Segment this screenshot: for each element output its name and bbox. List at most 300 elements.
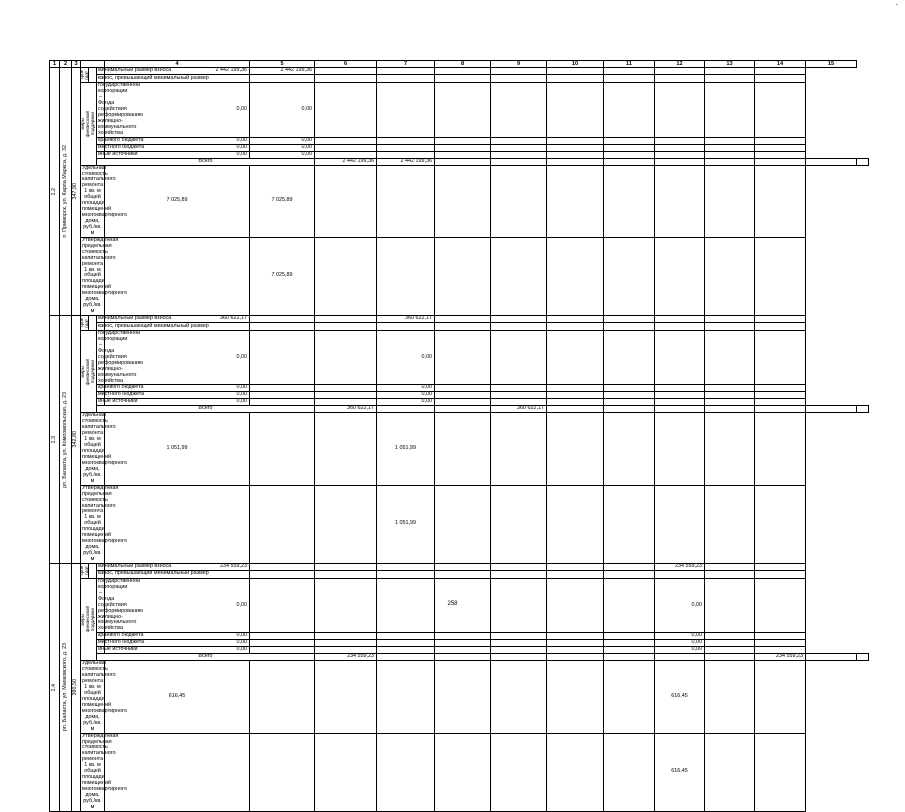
value-cell: 7 025,89	[250, 165, 315, 237]
value-cell	[755, 158, 806, 165]
table-row	[50, 485, 869, 563]
value-cell: 0,00	[105, 331, 250, 385]
value-cell	[250, 385, 315, 392]
empty-cell	[755, 75, 806, 83]
empty-cell	[755, 485, 806, 563]
empty-cell	[604, 570, 655, 578]
empty-cell	[315, 75, 377, 83]
support-label: поддержки	[89, 112, 95, 136]
row-label: взнос, превышающий минимальный размер	[98, 74, 209, 81]
row-label: Удельная стоимость капитального ремонта 1 кв. м общей площади помещений многоквартирного дома, руб./кв. м	[82, 660, 127, 732]
value-cell: 0,00	[105, 392, 250, 399]
value-cell	[377, 83, 435, 137]
empty-cell	[491, 75, 547, 83]
col-header: 10	[547, 61, 604, 68]
value-cell	[655, 385, 705, 392]
empty-cell	[315, 413, 377, 485]
empty-cell	[315, 83, 377, 137]
address: рп. Балахта, ул. Комсомольская, д. 23	[61, 391, 68, 488]
table-row	[50, 316, 869, 323]
value-cell	[377, 647, 435, 654]
empty-cell	[857, 654, 869, 661]
empty-cell	[705, 570, 755, 578]
empty-cell	[806, 158, 857, 165]
item-number: 1.2	[50, 187, 57, 196]
col-header: 14	[755, 61, 806, 68]
table-row	[50, 83, 869, 137]
col-header: 8	[435, 61, 491, 68]
row-label: иные источники	[98, 398, 138, 405]
table-row	[50, 640, 869, 647]
empty-cell	[491, 485, 547, 563]
empty-cell	[435, 144, 491, 151]
empty-cell	[604, 640, 655, 647]
empty-cell	[604, 406, 655, 413]
measures-label: меры	[80, 365, 86, 378]
value-cell	[655, 392, 705, 399]
value-cell	[655, 151, 705, 158]
empty-cell	[604, 654, 655, 661]
row-label: минимальный размер взноса	[98, 315, 172, 322]
empty-cell	[435, 654, 491, 661]
empty-cell	[755, 323, 806, 331]
value-cell: 616,45	[655, 661, 705, 733]
support-cell	[81, 331, 97, 413]
empty-cell	[435, 485, 491, 563]
row-label: государственной корпорации – Фонда содействия реформированию жилищно-коммунального хозяйства	[98, 330, 143, 384]
area-cell	[72, 68, 81, 316]
value-cell	[377, 640, 435, 647]
value-cell	[250, 563, 315, 570]
empty-cell	[604, 392, 655, 399]
empty-cell	[604, 151, 655, 158]
empty-cell	[547, 83, 604, 137]
value-cell: 0,00	[377, 385, 435, 392]
table-row	[50, 75, 869, 83]
empty-cell	[547, 413, 604, 485]
col-header: 5	[250, 61, 315, 68]
empty-cell	[547, 661, 604, 733]
empty-cell	[705, 413, 755, 485]
empty-cell	[250, 75, 315, 83]
empty-cell	[857, 158, 869, 165]
empty-cell	[547, 137, 604, 144]
empty-cell	[604, 331, 655, 385]
empty-cell	[435, 633, 491, 640]
empty-cell	[604, 633, 655, 640]
row-label: местного бюджета	[98, 391, 145, 398]
value-cell: 360 622,17	[105, 316, 250, 323]
value-cell: 0,00	[655, 647, 705, 654]
empty-cell	[547, 563, 604, 570]
row-label: Всего	[97, 406, 315, 413]
value-cell: 0,00	[105, 83, 250, 137]
term-cell	[78, 316, 89, 331]
measures-label: меры	[80, 118, 86, 130]
value-cell	[377, 144, 435, 151]
empty-cell	[315, 733, 377, 811]
col-header: 11	[604, 61, 655, 68]
table-row	[50, 399, 869, 406]
value-cell: 0,00	[655, 578, 705, 632]
value-cell: 0,00	[105, 151, 250, 158]
empty-cell	[547, 392, 604, 399]
value-cell: 0,00	[105, 144, 250, 151]
empty-cell	[547, 406, 604, 413]
value-cell	[655, 137, 705, 144]
empty-cell	[705, 75, 755, 83]
value-cell: 0,00	[377, 392, 435, 399]
empty-cell	[806, 406, 857, 413]
value-cell: 0,00	[250, 83, 315, 137]
empty-cell	[604, 75, 655, 83]
value-cell	[755, 406, 806, 413]
empty-cell	[491, 331, 547, 385]
value-cell	[377, 237, 435, 315]
empty-cell	[547, 647, 604, 654]
empty-cell	[604, 137, 655, 144]
empty-cell	[857, 406, 869, 413]
value-cell	[655, 165, 705, 237]
address-cell	[60, 68, 72, 316]
empty-cell	[435, 399, 491, 406]
empty-cell	[435, 165, 491, 237]
empty-cell	[705, 392, 755, 399]
empty-cell	[755, 165, 806, 237]
value-cell	[250, 399, 315, 406]
table-row	[50, 733, 869, 811]
value-cell	[377, 406, 435, 413]
empty-cell	[604, 563, 655, 570]
value-cell	[655, 68, 705, 75]
value-cell: 0,00	[250, 151, 315, 158]
empty-cell	[604, 385, 655, 392]
col-header: 4	[105, 61, 250, 68]
col-header: 15	[806, 61, 857, 68]
term-label: срок	[78, 70, 84, 80]
value-cell: 1 051,99	[377, 413, 435, 485]
support-cell	[81, 83, 97, 165]
table-row	[50, 151, 869, 158]
row-label: иные источники	[98, 150, 138, 157]
col-header: 12	[655, 61, 705, 68]
value-cell: 0,00	[655, 640, 705, 647]
empty-cell	[435, 563, 491, 570]
empty-cell	[604, 237, 655, 315]
col-header: 1	[50, 61, 60, 68]
table-row	[50, 392, 869, 399]
value-cell	[250, 316, 315, 323]
row-label: краевого бюджета	[98, 632, 144, 639]
value-cell: 7 025,89	[250, 237, 315, 315]
value-cell: 2 442 199,36	[105, 68, 250, 75]
empty-cell	[705, 661, 755, 733]
value-cell	[377, 661, 435, 733]
empty-cell	[491, 733, 547, 811]
value-cell	[250, 331, 315, 385]
header-row	[50, 61, 869, 68]
row-label: взнос, превышающий минимальный размер	[98, 322, 209, 329]
term-cell	[78, 68, 89, 83]
row-label: Утвержденная предельная стоимость капитального ремонта 1 кв. м общей площади помещений многоквартирного дома, руб./кв. м	[82, 484, 127, 562]
empty-cell	[755, 563, 806, 570]
term-cell	[78, 563, 89, 578]
table-row	[50, 661, 869, 733]
empty-cell	[547, 144, 604, 151]
empty-cell	[755, 83, 806, 137]
value-cell: 2 442 199,36	[377, 158, 435, 165]
col-header: 3	[72, 61, 81, 68]
empty-cell	[604, 413, 655, 485]
empty-cell	[705, 406, 755, 413]
empty-cell	[755, 640, 806, 647]
empty-cell	[755, 633, 806, 640]
item-number: 1.3	[50, 435, 57, 444]
empty-cell	[435, 158, 491, 165]
row-label: государственной корпорации – Фонда содействия реформированию жилищно-коммунального хозяйства	[98, 577, 143, 632]
row-label: Удельная стоимость капитального ремонта 1 кв. м общей площади помещений многоквартирного дома, руб./кв. м	[82, 412, 127, 484]
value-cell: 2 442 199,36	[250, 68, 315, 75]
empty-cell	[315, 385, 377, 392]
row-label: Всего	[97, 158, 315, 165]
empty-cell	[491, 137, 547, 144]
area: 347,90	[72, 183, 79, 200]
row-label: Утвержденная предельная стоимость капитального ремонта 1 кв. м общей площади помещений многоквартирного дома, руб./кв. м	[82, 732, 127, 810]
value-cell	[491, 654, 547, 661]
value-cell: 0,00	[250, 137, 315, 144]
value-cell: 616,45	[655, 733, 705, 811]
item-number: 1.4	[50, 683, 57, 692]
empty-cell	[604, 661, 655, 733]
dates-label: (дат	[83, 318, 89, 328]
table-row	[50, 647, 869, 654]
value-cell	[377, 563, 435, 570]
value-cell	[250, 633, 315, 640]
empty-cell	[547, 654, 604, 661]
empty-cell	[547, 237, 604, 315]
empty-cell	[435, 385, 491, 392]
empty-cell	[705, 640, 755, 647]
empty-cell	[604, 165, 655, 237]
empty-cell	[705, 385, 755, 392]
empty-cell	[655, 406, 705, 413]
empty-cell	[547, 399, 604, 406]
value-cell: 0,00	[105, 399, 250, 406]
row-label: иные источники	[98, 646, 138, 653]
empty-cell	[547, 316, 604, 323]
empty-cell	[755, 316, 806, 323]
empty-cell	[491, 640, 547, 647]
col-header: 6	[315, 61, 377, 68]
financial-label: финансовой	[85, 358, 91, 385]
empty-cell	[705, 158, 755, 165]
row-label: краевого бюджета	[98, 136, 144, 143]
empty-cell	[491, 144, 547, 151]
value-cell: 0,00	[655, 633, 705, 640]
value-cell: 0,00	[105, 640, 250, 647]
empty-cell	[604, 485, 655, 563]
table-row	[50, 68, 869, 75]
empty-cell	[315, 316, 377, 323]
empty-cell	[705, 316, 755, 323]
empty-cell	[755, 392, 806, 399]
value-cell: 234 559,23	[315, 654, 377, 661]
empty-cell	[604, 158, 655, 165]
address-cell	[60, 316, 72, 564]
empty-cell	[547, 158, 604, 165]
row-label: местного бюджета	[98, 639, 145, 646]
empty-cell	[315, 633, 377, 640]
empty-cell	[435, 647, 491, 654]
empty-cell	[250, 570, 315, 578]
empty-cell	[491, 385, 547, 392]
row-label: краевого бюджета	[98, 384, 144, 391]
empty-cell	[315, 570, 377, 578]
empty-cell	[705, 83, 755, 137]
value-cell	[377, 165, 435, 237]
value-cell	[377, 137, 435, 144]
empty-cell	[705, 144, 755, 151]
value-cell	[377, 654, 435, 661]
address: рп. Балахта, ул. Маяковского, д. 23	[61, 643, 68, 732]
empty-cell	[435, 137, 491, 144]
empty-cell	[315, 137, 377, 144]
area: 342,80	[72, 431, 79, 448]
empty-cell	[705, 331, 755, 385]
empty-cell	[491, 647, 547, 654]
table-row	[50, 654, 869, 661]
table-row	[50, 144, 869, 151]
value-cell	[655, 331, 705, 385]
empty-cell	[547, 165, 604, 237]
value-cell: 7 025,89	[105, 165, 250, 237]
table-row	[50, 385, 869, 392]
col-header: 13	[705, 61, 755, 68]
value-cell	[105, 237, 250, 315]
empty-cell	[435, 413, 491, 485]
empty-cell	[604, 144, 655, 151]
empty-cell	[705, 399, 755, 406]
value-cell	[655, 399, 705, 406]
empty-cell	[435, 323, 491, 331]
table-row	[50, 570, 869, 578]
empty-cell	[491, 165, 547, 237]
empty-cell	[315, 237, 377, 315]
empty-cell	[547, 633, 604, 640]
empty-cell	[315, 392, 377, 399]
value-cell	[655, 83, 705, 137]
dates-label: (дат	[83, 566, 89, 576]
row-label: государственной корпорации – Фонда содействия реформированию жилищно-коммунального хозяйства	[98, 82, 143, 136]
row-label: Утвержденная предельная стоимость капитального ремонта 1 кв. м общей площади помещений многоквартирного дома, руб./кв. м	[82, 236, 127, 315]
empty-cell	[705, 563, 755, 570]
empty-cell	[250, 323, 315, 331]
empty-cell	[315, 640, 377, 647]
capital-repair-table	[49, 60, 869, 812]
empty-cell	[755, 399, 806, 406]
empty-cell	[655, 158, 705, 165]
area-cell	[72, 316, 81, 564]
empty-cell	[547, 151, 604, 158]
empty-cell	[491, 661, 547, 733]
page-number: 258	[447, 601, 458, 607]
row-label: местного бюджета	[98, 143, 145, 150]
value-cell: 360 622,17	[491, 406, 547, 413]
empty-cell	[491, 633, 547, 640]
empty-cell	[377, 323, 435, 331]
empty-cell	[604, 323, 655, 331]
value-cell: 360 622,17	[315, 406, 377, 413]
empty-cell	[604, 68, 655, 75]
empty-cell	[705, 68, 755, 75]
empty-cell	[705, 151, 755, 158]
empty-cell	[604, 83, 655, 137]
value-cell: 0,00	[105, 647, 250, 654]
empty-cell	[755, 570, 806, 578]
empty-cell	[604, 316, 655, 323]
empty-cell	[491, 68, 547, 75]
table-row	[50, 158, 869, 165]
value-cell: 234 559,23	[105, 563, 250, 570]
corner-mark: -	[896, 2, 898, 8]
value-cell	[377, 633, 435, 640]
empty-cell	[547, 733, 604, 811]
value-cell: 0,00	[105, 578, 250, 632]
empty-cell	[705, 654, 755, 661]
empty-cell	[705, 647, 755, 654]
value-cell	[491, 158, 547, 165]
empty-cell	[435, 640, 491, 647]
empty-cell	[315, 323, 377, 331]
empty-cell	[435, 331, 491, 385]
value-cell: 1 051,99	[105, 413, 250, 485]
value-cell: 0,00	[105, 633, 250, 640]
empty-cell	[435, 661, 491, 733]
empty-cell	[755, 151, 806, 158]
value-cell: 360 622,17	[377, 316, 435, 323]
empty-cell	[655, 75, 705, 83]
value-cell	[250, 392, 315, 399]
empty-cell	[755, 413, 806, 485]
empty-cell	[435, 733, 491, 811]
item-number-cell	[50, 316, 60, 564]
empty-cell	[491, 151, 547, 158]
empty-cell	[435, 75, 491, 83]
value-cell: 2 442 199,36	[315, 158, 377, 165]
empty-cell	[491, 237, 547, 315]
empty-cell	[547, 323, 604, 331]
empty-cell	[755, 144, 806, 151]
address: п. Приморск, ул. Карла Маркса, д. 32	[61, 145, 68, 238]
empty-cell	[547, 385, 604, 392]
empty-cell	[547, 640, 604, 647]
financial-label: финансовой	[85, 110, 91, 138]
table-row	[50, 137, 869, 144]
empty-cell	[315, 563, 377, 570]
empty-cell	[315, 144, 377, 151]
empty-cell	[755, 68, 806, 75]
empty-cell	[435, 316, 491, 323]
value-cell: 0,00	[377, 331, 435, 385]
value-cell	[655, 413, 705, 485]
empty-cell	[491, 563, 547, 570]
empty-cell	[655, 323, 705, 331]
empty-cell	[491, 83, 547, 137]
value-cell	[250, 640, 315, 647]
value-cell	[250, 485, 315, 563]
empty-cell	[705, 485, 755, 563]
table-row	[50, 165, 869, 237]
